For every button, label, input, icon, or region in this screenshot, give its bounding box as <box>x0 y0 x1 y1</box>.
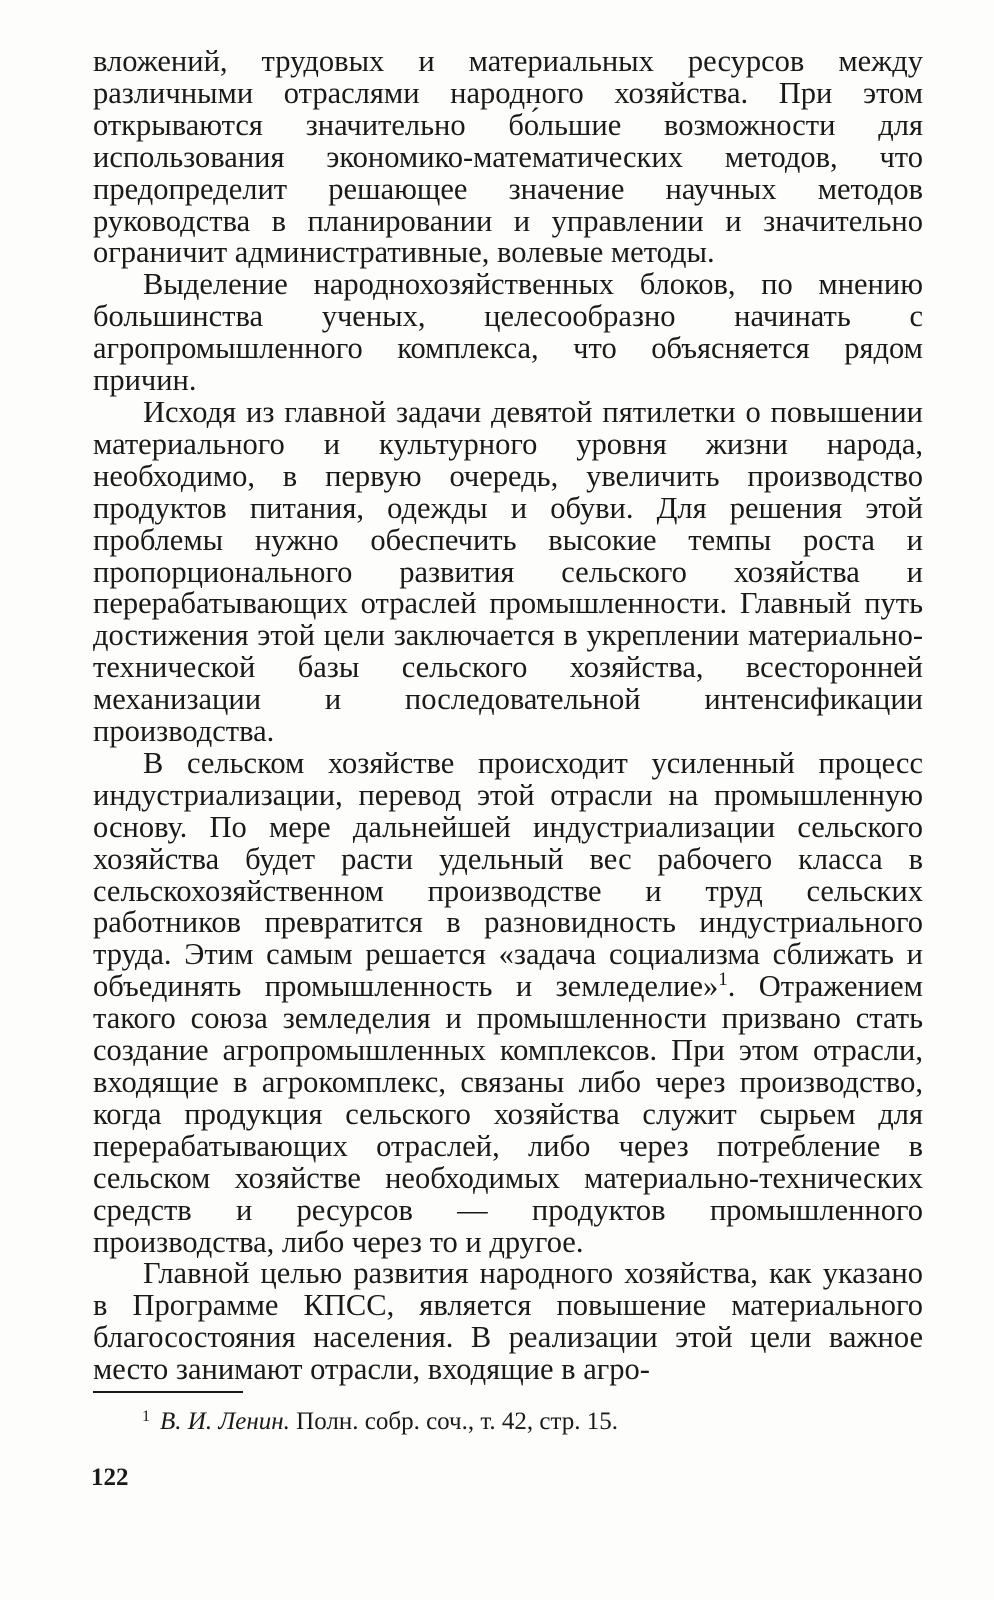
paragraph-3: Исходя из главной задачи девятой пятилетки о повышении материального и культурного уровня жизни народа, необходимо, в первую очередь, увеличить производство продуктов питания, одежды и обуви. Для решения этой проблемы нужно обеспечить высокие темпы роста и пропорционального развития сельского хозяйства и перерабатывающих отраслей промышленности. Главный путь достижения этой цели заключается в укреплении материально-технической базы сельского хозяйства, всесторонней механизации и последовательной интенсификации производства. <box>93 394 923 749</box>
paragraph-1: вложений, трудовых и материальных ресурсов между различными отраслями народного хозяйства. При этом открываются значительно бо́льшие возможности для использования экономико-математических методов, что предопределит решающее значение научных методов руководства в планировании и управлении и значительно ограничит административные, волевые методы. <box>93 44 923 270</box>
footnote <box>142 1407 902 1437</box>
paragraph-2: Выделение народнохозяйственных блоков, по мнению большинства ученых, целесообразно начинать с агропромышленного комплекса, что объясняется рядом причин. <box>93 267 923 398</box>
footnote-divider <box>93 1391 243 1393</box>
main-text <box>93 46 923 1386</box>
footnote-mark: 1 <box>142 1408 150 1425</box>
footnote-reference: 1 <box>718 969 728 991</box>
paragraph-4-text-before-note: В сельском хозяйстве происходит усиленный процесс индустриализации, перевод этой отрасли на промышленную основу. По мере дальнейшей индустриализации сельского хозяйства будет расти удельный вес рабочего класса в сельскохозяйственном производстве и труд сельских работников превратится в разновидность индустриального труда. Этим самым решается «задача социализма сближать и объединять промышленность и земледелие» <box>93 745 923 1004</box>
paragraph-4-text-after-note: . Отражением такого союза земледелия и промышленности призвано стать создание агропромышленных комплексов. При этом отрасли, входящие в агрокомплекс, связаны либо через производство, когда продукция сельского хозяйства служит сырьем для перерабатывающих отраслей, либо через потребление в сельском хозяйстве необходимых материально-технических средств и ресурсов — продуктов промышленного производства, либо через то и другое. <box>93 969 923 1259</box>
paragraph-4 <box>93 745 923 1259</box>
footnote-author: В. И. Ленин. <box>160 1408 290 1435</box>
paragraph-5: Главной целью развития народного хозяйства, как указано в Программе КПСС, является повышение материального благосостояния населения. В реализации этой цели важное место занимают отрасли, входящие в агро- <box>93 1256 923 1387</box>
page-number: 122 <box>91 1464 129 1491</box>
footnote-citation: Полн. собр. соч., т. 42, стр. 15. <box>296 1408 618 1435</box>
